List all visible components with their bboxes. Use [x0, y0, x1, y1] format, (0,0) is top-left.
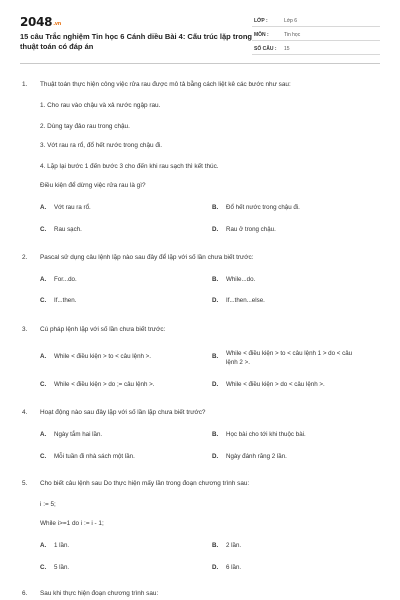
option-letter: C. [40, 564, 47, 571]
document-title: 15 câu Trắc nghiệm Tin học 6 Cánh diều Bài 4: Cấu trúc lặp trong thuật toán có đáp án [20, 32, 252, 51]
code-line: While i>=1 do i := i - 1; [40, 520, 104, 527]
option-letter: A. [40, 542, 47, 549]
meta-row-subject [252, 29, 380, 41]
question-text: Cú pháp lệnh lặp với số lần chưa biết trước: [40, 326, 166, 333]
option-text: While...do. [226, 276, 256, 283]
meta-key: SỐ CÂU : [254, 46, 277, 52]
question-line: 4. Lặp lại bước 1 đến bước 3 cho đến khi rau sạch thì kết thúc. [40, 163, 219, 170]
question-line: 3. Vớt rau ra rổ, đổ hết nước trong chậu đi. [40, 142, 163, 149]
option-letter: C. [40, 226, 47, 233]
meta-value: Tin học [284, 32, 301, 38]
option-letter: C. [40, 381, 47, 388]
option-text: 6 lần. [226, 564, 242, 571]
option-letter: D. [212, 453, 219, 460]
meta-key: MÔN : [254, 32, 269, 38]
option-text: Học bài cho tới khi thuộc bài. [226, 431, 306, 438]
meta-value: Lớp 6 [284, 18, 298, 24]
option-letter: D. [212, 226, 219, 233]
option-text: For...do. [54, 276, 77, 283]
option-text: Mỗi tuần đi nhà sách một lần. [54, 453, 135, 460]
meta-key: LỚP : [254, 18, 268, 24]
option-text: 2 lần. [226, 542, 242, 549]
question-number: 2. [22, 254, 28, 261]
meta-row-count [252, 43, 380, 55]
question-text: Sau khi thực hiện đoạn chương trình sau: [40, 590, 159, 597]
question-text: Thuật toán thực hiện công việc rửa rau được mô tả bằng cách liệt kê các bước như sau: [40, 81, 291, 88]
option-text: While < điều kiện > do ;= câu lệnh >. [54, 381, 155, 388]
option-text: If...then...else. [226, 297, 265, 304]
meta-value: 15 [284, 46, 290, 52]
option-text: While < điều kiện > do < câu lệnh >. [226, 381, 325, 388]
question-number: 4. [22, 409, 28, 416]
option-text: Đổ hết nước trong chậu đi. [226, 204, 300, 211]
option-letter: A. [40, 431, 47, 438]
site-logo[interactable] [20, 15, 61, 29]
option-letter: B. [212, 353, 219, 360]
question-number: 6. [22, 590, 28, 597]
option-letter: C. [40, 297, 47, 304]
option-letter: A. [40, 276, 47, 283]
question-text: Pascal sử dụng câu lệnh lặp nào sau đây để lặp với số lần chưa biết trước: [40, 254, 254, 261]
option-text: Ngày tắm hai lần. [54, 431, 103, 438]
meta-row-class [252, 15, 380, 27]
option-text: Ngày đánh răng 2 lần. [226, 453, 287, 460]
question-number: 3. [22, 326, 28, 333]
option-letter: A. [40, 204, 47, 211]
option-letter: B. [212, 542, 219, 549]
header-divider [20, 63, 380, 64]
question-line: 2. Dùng tay đảo rau trong chậu. [40, 123, 130, 130]
option-text: Rau ở trong chậu. [226, 226, 276, 233]
code-line: i := 5; [40, 501, 56, 508]
question-text: Hoạt động nào sau đây lặp với số lần lặp chưa biết trước? [40, 409, 206, 416]
option-letter: B. [212, 431, 219, 438]
option-letter: D. [212, 564, 219, 571]
question-text: Cho biết câu lệnh sau Do thực hiện mấy lần trong đoạn chương trình sau: [40, 480, 250, 487]
option-letter: A. [40, 353, 47, 360]
option-letter: B. [212, 204, 219, 211]
option-text: Rau sạch. [54, 226, 82, 233]
option-text: While < điều kiện > to < câu lệnh >. [54, 353, 151, 360]
option-text: 1 lần. [54, 542, 70, 549]
option-text: While < điều kiện > to < câu lệnh 1 > do < câu lệnh 2 >. [226, 350, 353, 366]
document-header [0, 0, 400, 60]
logo-suffix: .vn [53, 21, 62, 27]
option-text: 5 lần. [54, 564, 70, 571]
question-line: Điều kiện để dừng việc rửa rau là gì? [40, 182, 146, 189]
option-letter: D. [212, 297, 219, 304]
option-letter: C. [40, 453, 47, 460]
option-letter: B. [212, 276, 219, 283]
option-text: If...then. [54, 297, 77, 304]
option-letter: D. [212, 381, 219, 388]
option-text: Vớt rau ra rổ. [54, 204, 91, 211]
question-number: 5. [22, 480, 28, 487]
question-line: 1. Cho rau vào chậu và xả nước ngập rau. [40, 102, 161, 109]
logo-text: 2048 [20, 15, 53, 29]
question-number: 1. [22, 81, 28, 88]
